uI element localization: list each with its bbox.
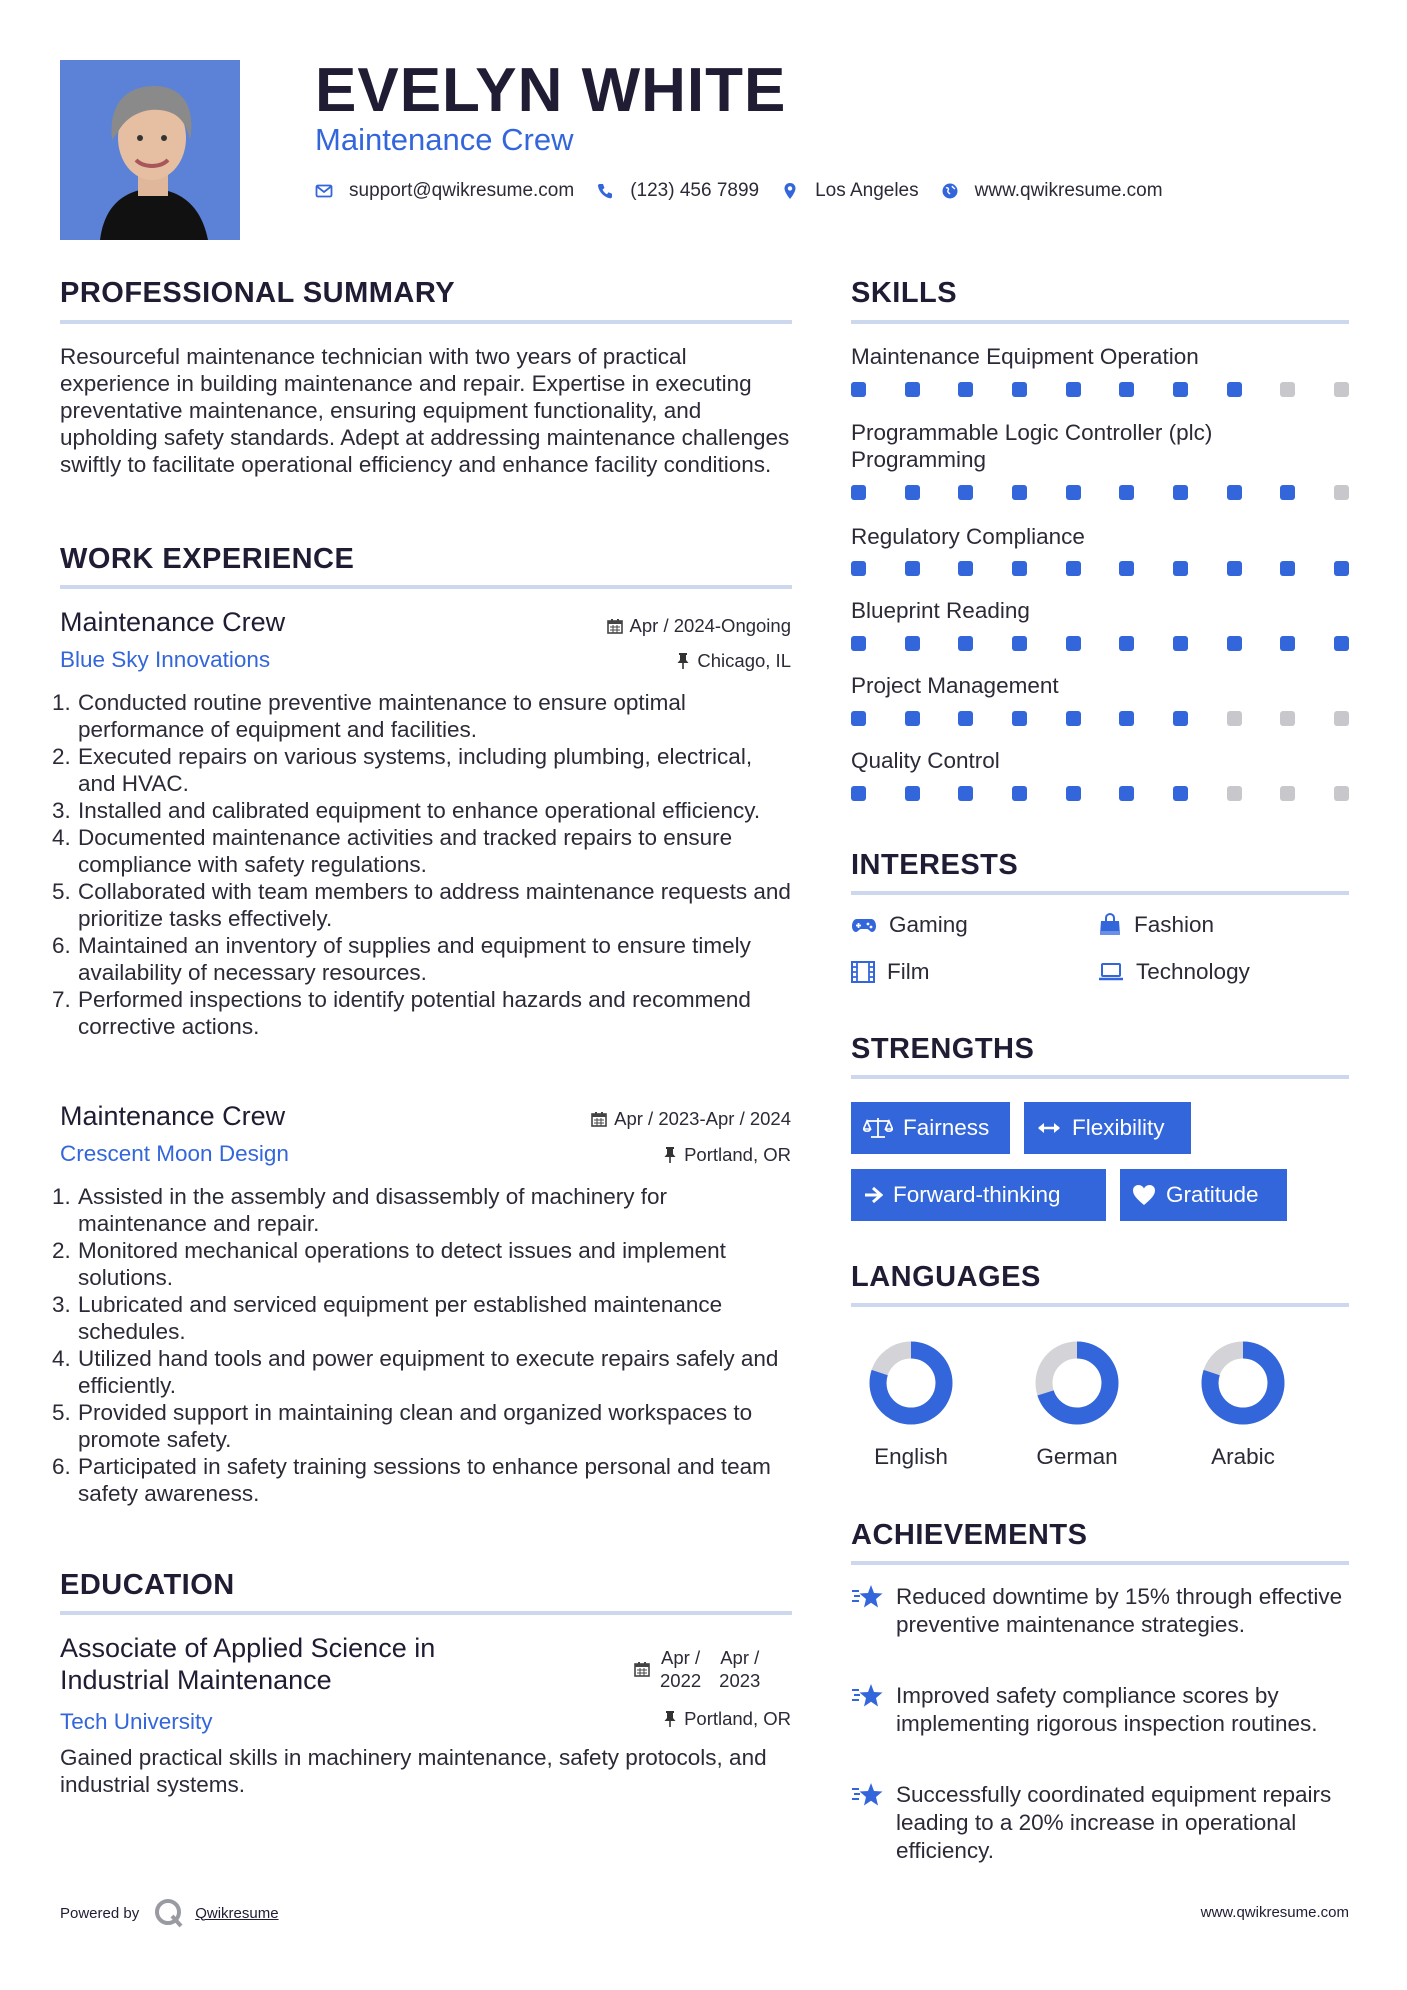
job-bullets <box>52 1183 792 1507</box>
skill-dot-empty <box>1334 786 1349 801</box>
skill-dot-filled <box>851 382 866 397</box>
degree-line-2: Industrial Maintenance <box>60 1665 332 1695</box>
skill-name: Blueprint Reading <box>851 598 1030 623</box>
job-title: Maintenance Crew <box>60 1101 286 1131</box>
interest-label: Technology <box>1136 959 1250 984</box>
skill-dot-empty <box>1280 786 1295 801</box>
bullet-number: 2. <box>52 1238 71 1263</box>
strengths-heading: STRENGTHS <box>851 1033 1035 1065</box>
language-name: German <box>1036 1444 1118 1469</box>
education-end-month: Apr / <box>720 1647 760 1668</box>
experience-rule <box>60 585 792 589</box>
contact-bar <box>315 178 1185 204</box>
star-badge-icon <box>851 1682 885 1710</box>
strength-tag <box>851 1102 1010 1154</box>
skill-dot-filled <box>1066 786 1081 801</box>
star-badge-icon <box>851 1583 885 1611</box>
pushpin-icon <box>663 1146 677 1164</box>
job-bullet-item <box>52 878 792 932</box>
skill-dot-filled <box>1173 786 1188 801</box>
contact-email[interactable] <box>315 178 574 204</box>
contact-phone-text: (123) 456 7899 <box>630 180 760 201</box>
skill-dot-filled <box>958 786 973 801</box>
strength-label: Flexibility <box>1072 1115 1165 1140</box>
bullet-number: 1. <box>52 690 71 715</box>
skill-dot-filled <box>1173 561 1188 576</box>
job-dates-text: Apr / 2024-Ongoing <box>629 615 791 636</box>
job-bullet-item <box>52 932 792 986</box>
skill-dot-filled <box>1066 636 1081 651</box>
bullet-text: Executed repairs on various systems, including plumbing, electrical, and HVAC. <box>78 744 753 796</box>
skill-dot-filled <box>1280 636 1295 651</box>
education-rule <box>60 1611 792 1615</box>
skill-rating <box>851 636 1349 652</box>
skill-dot-filled <box>1012 485 1027 500</box>
achievement-text: Improved safety compliance scores by implementing rigorous inspection routines. <box>896 1683 1318 1736</box>
job-dates <box>591 1107 791 1131</box>
pushpin-icon <box>663 1710 677 1728</box>
skill-dot-filled <box>958 382 973 397</box>
bullet-text: Assisted in the assembly and disassembly of machinery for maintenance and repair. <box>78 1184 668 1236</box>
film-icon <box>851 961 875 983</box>
skill-dot-filled <box>1119 636 1134 651</box>
skill-dot-filled <box>1012 561 1027 576</box>
skill-dot-filled <box>1066 382 1081 397</box>
job-location <box>676 649 791 673</box>
bullet-number: 3. <box>52 1292 71 1317</box>
skill-dot-filled <box>958 711 973 726</box>
job-bullet-item <box>52 743 792 797</box>
skill-dot-filled <box>905 561 920 576</box>
strength-label: Fairness <box>903 1115 990 1140</box>
bullet-text: Participated in safety training sessions to enhance personal and team safety awareness. <box>78 1454 771 1506</box>
skill-dot-filled <box>851 711 866 726</box>
bullet-number: 5. <box>52 879 71 904</box>
degree-line-1: Associate of Applied Science in <box>60 1633 436 1663</box>
bullet-text: Collaborated with team members to address maintenance requests and prioritize tasks effectively. <box>78 879 791 931</box>
languages-rule <box>851 1303 1349 1307</box>
skill-rating <box>851 382 1349 398</box>
skill-rating <box>851 561 1349 577</box>
skill-dot-filled <box>1173 382 1188 397</box>
job-bullet-item <box>52 1453 792 1507</box>
skill-dot-filled <box>1119 485 1134 500</box>
interests-rule <box>851 891 1349 895</box>
job-dates-text: Apr / 2023-Apr / 2024 <box>614 1108 791 1129</box>
job-bullets <box>52 689 792 1040</box>
heart-icon <box>1132 1184 1156 1206</box>
language-ring <box>1034 1340 1120 1426</box>
gamepad-icon <box>851 916 877 934</box>
arrows-horizontal-icon <box>1036 1120 1062 1136</box>
achievements-rule <box>851 1561 1349 1565</box>
footer-website[interactable]: www.qwikresume.com <box>1200 1904 1349 1921</box>
degree-title <box>60 1632 580 1696</box>
education-location-text: Portland, OR <box>684 1708 791 1729</box>
education-start-month: Apr / <box>661 1647 701 1668</box>
job-location-text: Chicago, IL <box>697 650 791 671</box>
bullet-number: 6. <box>52 933 71 958</box>
skill-dot-filled <box>905 382 920 397</box>
skill-dot-empty <box>1334 382 1349 397</box>
phone-icon <box>596 182 614 200</box>
education-start-year: 2022 <box>660 1670 702 1691</box>
skill-name: Maintenance Equipment Operation <box>851 344 1199 369</box>
language-name: Arabic <box>1211 1444 1275 1469</box>
skills-rule <box>851 320 1349 324</box>
school-name: Tech University <box>60 1709 213 1734</box>
skill-dot-filled <box>1173 636 1188 651</box>
skill-dot-filled <box>1227 382 1242 397</box>
contact-location-text: Los Angeles <box>815 180 919 201</box>
bullet-number: 2. <box>52 744 71 769</box>
skill-dot-filled <box>1227 485 1242 500</box>
education-dates <box>634 1646 760 1692</box>
strength-label: Gratitude <box>1166 1182 1259 1207</box>
skill-dot-empty <box>1227 711 1242 726</box>
achievements-heading: ACHIEVEMENTS <box>851 1519 1088 1551</box>
candidate-role: Maintenance Crew <box>315 122 574 157</box>
job-bullet-item <box>52 689 792 743</box>
map-pin-icon <box>781 182 799 200</box>
pushpin-icon <box>676 652 690 670</box>
job-bullet-item <box>52 1237 792 1291</box>
education-location <box>663 1707 791 1731</box>
interest-item <box>1098 958 1250 986</box>
skill-dot-filled <box>851 636 866 651</box>
interests-heading: INTERESTS <box>851 849 1019 881</box>
job-location-text: Portland, OR <box>684 1144 791 1165</box>
skill-dot-filled <box>1227 636 1242 651</box>
skill-dot-empty <box>1334 485 1349 500</box>
skill-dot-empty <box>1334 711 1349 726</box>
laptop-icon <box>1098 962 1124 982</box>
skill-dot-filled <box>1334 561 1349 576</box>
skill-dot-filled <box>1012 786 1027 801</box>
strength-label: Forward-thinking <box>893 1182 1061 1207</box>
job-title: Maintenance Crew <box>60 607 286 637</box>
interest-label: Film <box>887 959 930 984</box>
star-badge-icon <box>851 1781 885 1809</box>
interest-label: Fashion <box>1134 912 1215 937</box>
profile-photo <box>60 60 240 240</box>
interest-label: Gaming <box>889 912 968 937</box>
qwikresume-logo-icon <box>153 1897 185 1929</box>
contact-website-text: www.qwikresume.com <box>974 180 1163 201</box>
footer-brand-link[interactable]: Qwikresume <box>195 1904 279 1922</box>
job-bullet-item <box>52 797 792 824</box>
interest-item <box>851 958 929 986</box>
bullet-number: 4. <box>52 1346 71 1371</box>
powered-by-text: Powered by <box>60 1904 140 1922</box>
language-ring <box>1200 1340 1286 1426</box>
skill-dot-filled <box>958 561 973 576</box>
job-location <box>663 1143 791 1167</box>
language-ring <box>868 1340 954 1426</box>
skill-dot-filled <box>905 711 920 726</box>
bullet-number: 3. <box>52 798 71 823</box>
strengths-rule <box>851 1075 1349 1079</box>
education-end-year: 2023 <box>719 1670 761 1691</box>
bullet-text: Installed and calibrated equipment to enhance operational efficiency. <box>78 798 761 823</box>
strength-tag <box>1024 1102 1191 1154</box>
skill-dot-filled <box>1119 561 1134 576</box>
job-company: Crescent Moon Design <box>60 1141 289 1166</box>
skill-dot-filled <box>1227 561 1242 576</box>
skill-rating <box>851 485 1349 501</box>
experience-heading: WORK EXPERIENCE <box>60 543 355 575</box>
job-bullet-item <box>52 1183 792 1237</box>
skill-dot-filled <box>851 561 866 576</box>
balance-scale-icon <box>863 1116 893 1140</box>
skill-rating <box>851 786 1349 802</box>
bullet-number: 7. <box>52 987 71 1012</box>
job-bullet-item <box>52 1345 792 1399</box>
skill-name: Programmable Logic Controller (plc) Programming <box>851 420 1213 472</box>
skill-dot-filled <box>1119 711 1134 726</box>
skill-dot-filled <box>1066 711 1081 726</box>
education-description: Gained practical skills in machinery maintenance, safety protocols, and industrial systems. <box>60 1745 767 1797</box>
skill-dot-filled <box>851 485 866 500</box>
contact-email-text: support@qwikresume.com <box>349 180 575 201</box>
skill-dot-filled <box>1012 711 1027 726</box>
education-heading: EDUCATION <box>60 1569 235 1601</box>
bullet-text: Documented maintenance activities and tracked repairs to ensure compliance with safety regulations. <box>78 825 733 877</box>
skill-dot-filled <box>1173 711 1188 726</box>
footer-powered-by <box>60 1897 279 1929</box>
skill-dot-filled <box>905 485 920 500</box>
skill-dot-filled <box>1119 382 1134 397</box>
bullet-text: Provided support in maintaining clean and organized workspaces to promote safety. <box>78 1400 753 1452</box>
job-bullet-item <box>52 986 792 1040</box>
summary-text: Resourceful maintenance technician with two years of practical experience in building maintenance and repair. Expertise in executing preventative maintenance, ensuring equipment functionality, and upholding safety standards. Adept at addressing maintenance challenges swiftly to facilitate operational efficiency and enhance facility conditions. <box>60 344 790 477</box>
skill-dot-empty <box>1280 382 1295 397</box>
bullet-number: 1. <box>52 1184 71 1209</box>
contact-phone[interactable] <box>596 178 759 204</box>
achievement-text: Reduced downtime by 15% through effective preventive maintenance strategies. <box>896 1584 1343 1637</box>
summary-heading: PROFESSIONAL SUMMARY <box>60 277 456 309</box>
contact-website[interactable] <box>941 178 1163 204</box>
languages-heading: LANGUAGES <box>851 1261 1041 1293</box>
skill-dot-filled <box>905 786 920 801</box>
bullet-text: Lubricated and serviced equipment per established maintenance schedules. <box>78 1292 723 1344</box>
envelope-icon <box>315 182 333 200</box>
achievement-text: Successfully coordinated equipment repairs leading to a 20% increase in operational efficiency. <box>896 1782 1332 1863</box>
skills-heading: SKILLS <box>851 277 958 309</box>
skill-dot-filled <box>958 485 973 500</box>
bullet-text: Performed inspections to identify potential hazards and recommend corrective actions. <box>78 987 751 1039</box>
skill-dot-filled <box>958 636 973 651</box>
skill-dot-filled <box>1012 636 1027 651</box>
skill-dot-filled <box>1012 382 1027 397</box>
shopping-bag-icon <box>1098 913 1122 937</box>
skill-dot-filled <box>1173 485 1188 500</box>
skill-dot-filled <box>1066 561 1081 576</box>
bullet-text: Maintained an inventory of supplies and equipment to ensure timely availability of necessary resources. <box>78 933 751 985</box>
skill-dot-empty <box>1280 711 1295 726</box>
skill-dot-filled <box>1280 485 1295 500</box>
bullet-text: Utilized hand tools and power equipment to execute repairs safely and efficiently. <box>78 1346 779 1398</box>
candidate-name: EVELYN WHITE <box>315 56 787 125</box>
skill-name: Regulatory Compliance <box>851 524 1085 549</box>
job-bullet-item <box>52 824 792 878</box>
strength-tag <box>851 1169 1106 1221</box>
arrow-right-icon <box>863 1186 883 1204</box>
strength-tag <box>1120 1169 1287 1221</box>
job-company: Blue Sky Innovations <box>60 647 271 672</box>
skill-dot-filled <box>1334 636 1349 651</box>
job-dates <box>607 614 791 638</box>
job-bullet-item <box>52 1399 792 1453</box>
summary-rule <box>60 320 792 324</box>
calendar-icon <box>607 618 623 634</box>
calendar-icon <box>591 1111 607 1127</box>
calendar-icon <box>634 1661 650 1677</box>
globe-icon <box>941 182 959 200</box>
bullet-text: Monitored mechanical operations to detect issues and implement solutions. <box>78 1238 726 1290</box>
contact-location <box>781 178 919 204</box>
interest-item <box>851 911 968 939</box>
skill-name: Quality Control <box>851 748 1000 773</box>
interest-item <box>1098 911 1214 939</box>
skill-rating <box>851 711 1349 727</box>
skill-dot-filled <box>1280 561 1295 576</box>
bullet-number: 4. <box>52 825 71 850</box>
bullet-number: 6. <box>52 1454 71 1479</box>
skill-dot-empty <box>1227 786 1242 801</box>
skill-dot-filled <box>1066 485 1081 500</box>
skill-dot-filled <box>851 786 866 801</box>
job-bullet-item <box>52 1291 792 1345</box>
language-name: English <box>874 1444 948 1469</box>
bullet-number: 5. <box>52 1400 71 1425</box>
skill-name: Project Management <box>851 673 1059 698</box>
skill-dot-filled <box>1119 786 1134 801</box>
skill-dot-filled <box>905 636 920 651</box>
bullet-text: Conducted routine preventive maintenance to ensure optimal performance of equipment and facilities. <box>78 690 686 742</box>
